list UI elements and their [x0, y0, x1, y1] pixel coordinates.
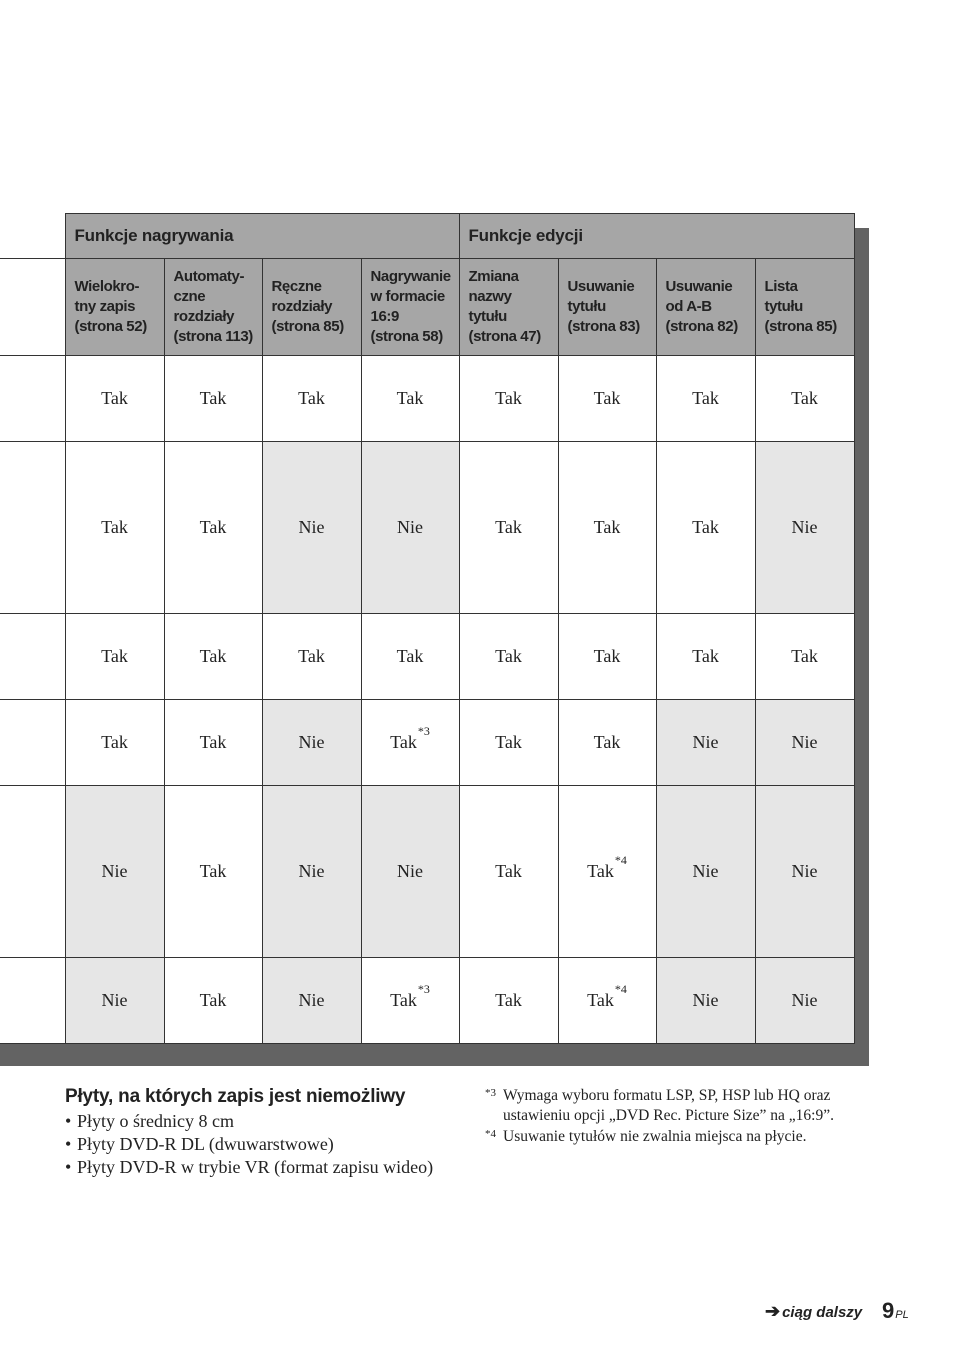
- group-editing-header: Funkcje edycji: [459, 214, 854, 259]
- table-cell: [164, 700, 262, 786]
- table-cell: [65, 356, 164, 442]
- column-header-line: tny zapis: [74, 298, 136, 315]
- table-row: [0, 786, 854, 958]
- column-header-line: w formacie: [370, 288, 445, 305]
- footnote-mark: *4: [485, 1128, 496, 1140]
- cell-value: Tak: [692, 646, 719, 666]
- table-cell: [558, 958, 656, 1044]
- cell-value: Tak: [101, 517, 128, 537]
- table-cell: [755, 356, 854, 442]
- table-cell: [656, 614, 755, 700]
- continued-text: ciąg dalszy: [782, 1304, 863, 1321]
- table-cell: [459, 700, 558, 786]
- table-cell: [656, 356, 755, 442]
- column-header-line: (strona 113): [173, 328, 253, 345]
- table-cell: [656, 700, 755, 786]
- column-header-line: tytułu: [567, 298, 606, 315]
- cell-value: Nie: [397, 517, 423, 537]
- column-header-row: [0, 259, 854, 356]
- footnote-reference: *3: [417, 724, 430, 738]
- cell-value: Nie: [791, 732, 818, 752]
- footnotes: [485, 1086, 875, 1148]
- arrow-right-icon: ➔: [765, 1301, 781, 1321]
- column-header-line: rozdziały: [271, 298, 333, 315]
- table-cell: [65, 786, 164, 958]
- list-item: • Płyty DVD-R w trybie VR (format zapisu wideo): [65, 1156, 475, 1179]
- cell-value: Tak: [199, 732, 227, 752]
- group-recording-header: Funkcje nagrywania: [65, 214, 459, 259]
- column-header-line: (strona 85): [271, 318, 344, 335]
- row-label-blank: [0, 786, 65, 958]
- table-cell: [262, 356, 361, 442]
- table-cell: [164, 786, 262, 958]
- column-header-line: nazwy: [468, 288, 512, 305]
- cell-value: Nie: [692, 732, 719, 752]
- column-header-line: (strona 52): [74, 318, 147, 335]
- table-cell: [656, 786, 755, 958]
- table-cell: [361, 958, 459, 1044]
- list-item: • Płyty DVD-R DL (dwuwarstwowe): [65, 1133, 475, 1156]
- table-cell: [459, 786, 558, 958]
- footnote-reference: *3: [417, 982, 430, 996]
- footnote-3: [485, 1086, 875, 1126]
- table-cell: [361, 786, 459, 958]
- cell-value: Tak: [390, 990, 417, 1010]
- compatibility-table: [0, 213, 855, 1044]
- table-cell: [558, 442, 656, 614]
- list-item: • Płyty o średnicy 8 cm: [65, 1110, 475, 1133]
- row-label-blank: [0, 356, 65, 442]
- column-header-line: tytułu: [468, 308, 507, 325]
- cell-value: Nie: [298, 732, 325, 752]
- table-cell: [656, 958, 755, 1044]
- cell-value: Tak: [593, 517, 621, 537]
- cell-value: Nie: [791, 990, 818, 1010]
- cell-value: Tak: [396, 388, 424, 408]
- table-cell: [459, 958, 558, 1044]
- cell-value: Tak: [199, 646, 227, 666]
- cell-value: Tak: [495, 646, 522, 666]
- row-label-blank: [0, 442, 65, 614]
- table-cell: [164, 442, 262, 614]
- column-header-line: Automaty-: [173, 268, 245, 285]
- column-header-line: Ręczne: [271, 278, 322, 295]
- table-cell: [164, 356, 262, 442]
- table-cell: [65, 614, 164, 700]
- table-cell: [361, 356, 459, 442]
- column-header-line: Usuwanie: [567, 278, 635, 295]
- cell-value: Tak: [396, 646, 424, 666]
- table-cell: [65, 958, 164, 1044]
- table-cell: [361, 614, 459, 700]
- column-header-line: Zmiana: [468, 268, 519, 285]
- cell-value: Tak: [587, 861, 614, 881]
- column-header: [164, 259, 262, 356]
- cell-value: Nie: [101, 861, 128, 881]
- footnote-reference: *4: [614, 982, 627, 996]
- unrecordable-discs-title: Płyty, na których zapis jest niemożliwy: [65, 1086, 406, 1107]
- continued-label: [765, 1301, 862, 1322]
- column-header: [656, 259, 755, 356]
- column-header-line: tytułu: [764, 298, 803, 315]
- unrecordable-discs-section: [65, 1086, 475, 1179]
- table-cell: [459, 356, 558, 442]
- table-cell: [558, 786, 656, 958]
- footnote-reference: *4: [614, 853, 627, 867]
- table-cell: [361, 442, 459, 614]
- row-label-blank: [0, 214, 65, 259]
- cell-value: Nie: [692, 990, 719, 1010]
- table-cell: [755, 442, 854, 614]
- cell-value: Nie: [692, 861, 719, 881]
- table-cell: [262, 786, 361, 958]
- column-header: [65, 259, 164, 356]
- cell-value: Tak: [199, 388, 227, 408]
- cell-value: Nie: [397, 861, 423, 881]
- cell-value: Tak: [101, 732, 128, 752]
- cell-value: Nie: [791, 517, 818, 537]
- cell-value: Nie: [101, 990, 128, 1010]
- cell-value: Tak: [199, 990, 227, 1010]
- column-header: [558, 259, 656, 356]
- cell-value: Tak: [593, 732, 621, 752]
- cell-value: Tak: [692, 388, 719, 408]
- cell-value: Tak: [390, 732, 417, 752]
- group-header-row: [0, 214, 854, 259]
- footnote-mark: *3: [485, 1087, 496, 1099]
- table-cell: [558, 614, 656, 700]
- table-cell: [361, 700, 459, 786]
- row-label-blank: [0, 958, 65, 1044]
- cell-value: Tak: [495, 517, 522, 537]
- column-header-line: od A-B: [665, 298, 712, 315]
- column-header-line: 16:9: [370, 308, 399, 325]
- column-header-line: czne: [173, 288, 206, 305]
- table-row: [0, 356, 854, 442]
- footnote-text: Usuwanie tytułów nie zwalnia miejsca na płycie.: [503, 1128, 807, 1145]
- cell-value: Tak: [495, 861, 522, 881]
- table-cell: [558, 356, 656, 442]
- table-row: [0, 958, 854, 1044]
- cell-value: Tak: [587, 990, 614, 1010]
- cell-value: Nie: [298, 517, 325, 537]
- column-header-line: (strona 82): [665, 318, 738, 335]
- column-header: [755, 259, 854, 356]
- table-cell: [755, 614, 854, 700]
- cell-value: Tak: [495, 732, 522, 752]
- cell-value: Tak: [692, 517, 719, 537]
- row-label-blank: [0, 614, 65, 700]
- cell-value: Tak: [101, 388, 128, 408]
- page-language-suffix: PL: [895, 1309, 909, 1321]
- table-cell: [164, 958, 262, 1044]
- cell-value: Tak: [593, 388, 621, 408]
- cell-value: Tak: [791, 646, 818, 666]
- column-header-line: (strona 58): [370, 328, 443, 345]
- table-cell: [164, 614, 262, 700]
- cell-value: Nie: [298, 861, 325, 881]
- cell-value: Tak: [101, 646, 128, 666]
- column-header: [262, 259, 361, 356]
- column-header-line: Wielokro-: [74, 278, 140, 295]
- table-cell: [262, 442, 361, 614]
- row-label-blank: [0, 259, 65, 356]
- table-cell: [459, 614, 558, 700]
- table-row: [0, 442, 854, 614]
- table-cell: [262, 700, 361, 786]
- table-cell: [262, 614, 361, 700]
- cell-value: Tak: [495, 990, 522, 1010]
- table-cell: [65, 442, 164, 614]
- cell-value: Tak: [298, 646, 325, 666]
- table-cell: [755, 786, 854, 958]
- cell-value: Nie: [298, 990, 325, 1010]
- page-number-value: 9: [882, 1298, 895, 1323]
- cell-value: Tak: [298, 388, 325, 408]
- cell-value: Tak: [199, 517, 227, 537]
- column-header-line: (strona 47): [468, 328, 541, 345]
- column-header-line: Usuwanie: [665, 278, 733, 295]
- footnote-text: Wymaga wyboru formatu LSP, SP, HSP lub HQ oraz ustawieniu opcji „DVD Rec. Picture Size” na „16:9”.: [503, 1087, 834, 1124]
- cell-value: Tak: [791, 388, 818, 408]
- page-number: [882, 1298, 909, 1324]
- column-header-line: rozdziały: [173, 308, 235, 325]
- table-cell: [755, 700, 854, 786]
- table-cell: [755, 958, 854, 1044]
- unrecordable-discs-list: [65, 1110, 475, 1179]
- cell-value: Nie: [791, 861, 818, 881]
- column-header-line: Lista: [764, 278, 798, 295]
- cell-value: Tak: [495, 388, 522, 408]
- column-header: [361, 259, 459, 356]
- table-cell: [558, 700, 656, 786]
- table-cell: [656, 442, 755, 614]
- table-row: [0, 614, 854, 700]
- table-cell: [459, 442, 558, 614]
- table-cell: [65, 700, 164, 786]
- column-header: [459, 259, 558, 356]
- column-header-line: (strona 83): [567, 318, 640, 335]
- column-header-line: (strona 85): [764, 318, 837, 335]
- column-header-line: Nagrywanie: [370, 268, 451, 285]
- footnote-4: [485, 1127, 875, 1147]
- cell-value: Tak: [199, 861, 227, 881]
- table-cell: [262, 958, 361, 1044]
- table-row: [0, 700, 854, 786]
- cell-value: Tak: [593, 646, 621, 666]
- row-label-blank: [0, 700, 65, 786]
